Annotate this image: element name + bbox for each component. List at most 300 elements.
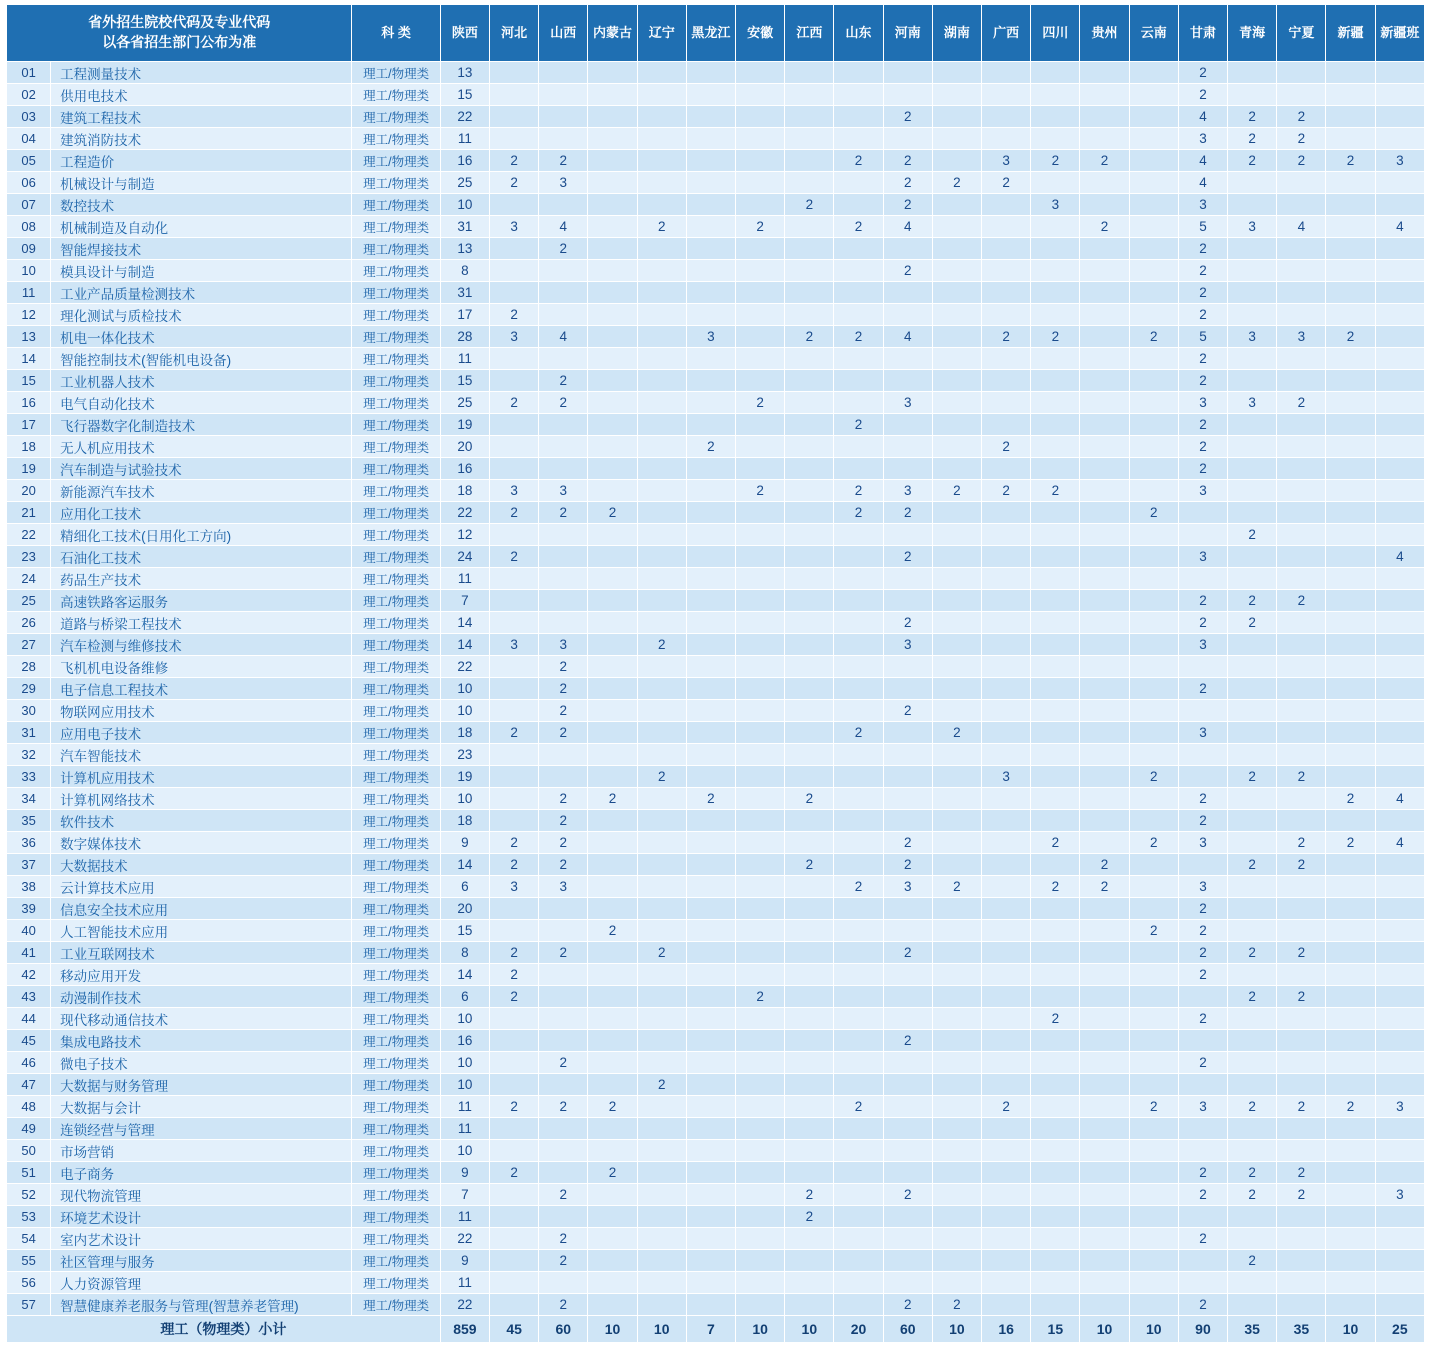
quota-cell: [1031, 62, 1080, 84]
quota-cell: [588, 1184, 637, 1206]
quota-cell: [785, 678, 834, 700]
quota-cell: [1326, 1206, 1375, 1228]
quota-cell: [686, 964, 735, 986]
quota-cell: [1228, 810, 1277, 832]
quota-cell: [785, 502, 834, 524]
quota-cell: [834, 568, 883, 590]
quota-cell: [637, 326, 686, 348]
quota-cell: [1277, 1206, 1326, 1228]
quota-cell: 2: [736, 480, 785, 502]
quota-cell: 23: [440, 744, 489, 766]
quota-cell: [490, 700, 539, 722]
quota-cell: [490, 568, 539, 590]
quota-cell: [736, 238, 785, 260]
quota-cell: [686, 612, 735, 634]
major-code: 29: [7, 678, 51, 700]
province-label: 黑龙江: [691, 24, 731, 40]
quota-cell: [588, 1272, 637, 1294]
table-row: [7, 1030, 1425, 1052]
quota-cell: [1326, 436, 1375, 458]
quota-cell: 3: [883, 876, 932, 898]
major-code: 40: [7, 920, 51, 942]
major-code: 02: [7, 84, 51, 106]
quota-cell: [883, 1074, 932, 1096]
quota-cell: [785, 282, 834, 304]
quota-cell: [539, 1162, 588, 1184]
major-code: 08: [7, 216, 51, 238]
quota-cell: 2: [834, 414, 883, 436]
quota-cell: [1326, 1118, 1375, 1140]
quota-cell: [686, 282, 735, 304]
subject-category: 理工/物理类: [352, 238, 440, 260]
quota-cell: [736, 1294, 785, 1316]
quota-cell: 2: [1178, 84, 1227, 106]
quota-cell: [834, 524, 883, 546]
quota-cell: 2: [1228, 1250, 1277, 1272]
quota-cell: [490, 1250, 539, 1272]
table-row: [7, 568, 1425, 590]
quota-cell: [588, 392, 637, 414]
quota-cell: [1080, 1052, 1129, 1074]
quota-cell: [637, 172, 686, 194]
quota-cell: 2: [490, 942, 539, 964]
subject-category: 理工/物理类: [352, 128, 440, 150]
quota-cell: [1228, 1140, 1277, 1162]
major-name: 计算机应用技术: [51, 766, 352, 788]
quota-cell: [588, 1294, 637, 1316]
quota-cell: [982, 502, 1031, 524]
quota-cell: [539, 568, 588, 590]
quota-cell: [1129, 1184, 1178, 1206]
quota-cell: [932, 546, 981, 568]
quota-cell: [785, 172, 834, 194]
quota-cell: 2: [1031, 1008, 1080, 1030]
quota-cell: 2: [834, 480, 883, 502]
quota-cell: [588, 436, 637, 458]
quota-cell: [785, 84, 834, 106]
quota-cell: 2: [883, 150, 932, 172]
quota-cell: 2: [539, 832, 588, 854]
quota-cell: [588, 634, 637, 656]
quota-cell: 15: [440, 84, 489, 106]
quota-cell: [1277, 1052, 1326, 1074]
subject-category: 理工/物理类: [352, 568, 440, 590]
quota-cell: [932, 744, 981, 766]
quota-cell: [1031, 986, 1080, 1008]
quota-cell: [686, 1052, 735, 1074]
quota-cell: [1129, 986, 1178, 1008]
quota-cell: [883, 744, 932, 766]
quota-cell: 2: [785, 194, 834, 216]
quota-cell: [736, 172, 785, 194]
total-cell: 16: [982, 1316, 1031, 1343]
quota-cell: [834, 370, 883, 392]
quota-cell: [686, 1228, 735, 1250]
quota-cell: [1080, 458, 1129, 480]
quota-cell: 2: [1228, 1096, 1277, 1118]
quota-cell: [539, 1074, 588, 1096]
quota-cell: [932, 788, 981, 810]
quota-cell: 2: [932, 876, 981, 898]
quota-cell: [490, 744, 539, 766]
major-code: 54: [7, 1228, 51, 1250]
quota-cell: 4: [1178, 172, 1227, 194]
quota-cell: [883, 810, 932, 832]
quota-cell: 2: [883, 172, 932, 194]
quota-cell: [982, 414, 1031, 436]
quota-cell: [1129, 1272, 1178, 1294]
column-header-province-15: [1178, 5, 1227, 62]
quota-cell: [982, 260, 1031, 282]
quota-cell: 2: [539, 722, 588, 744]
quota-cell: 3: [686, 326, 735, 348]
major-name: 精细化工技术(日用化工方向): [51, 524, 352, 546]
quota-cell: [982, 1140, 1031, 1162]
quota-cell: [1326, 854, 1375, 876]
quota-cell: [686, 678, 735, 700]
quota-cell: [736, 854, 785, 876]
table-foot: [7, 1316, 1425, 1343]
quota-cell: [834, 1074, 883, 1096]
quota-cell: [1228, 1030, 1277, 1052]
quota-cell: 11: [440, 1096, 489, 1118]
subject-category: 理工/物理类: [352, 502, 440, 524]
enrollment-plan-table: [6, 4, 1425, 1343]
quota-cell: 18: [440, 722, 489, 744]
quota-cell: [637, 1206, 686, 1228]
quota-cell: 2: [490, 1096, 539, 1118]
quota-cell: [736, 612, 785, 634]
quota-cell: [490, 1052, 539, 1074]
quota-cell: 2: [1031, 832, 1080, 854]
quota-cell: [686, 414, 735, 436]
quota-cell: [1228, 480, 1277, 502]
major-code: 57: [7, 1294, 51, 1316]
quota-cell: 2: [1178, 1162, 1227, 1184]
quota-cell: 2: [883, 260, 932, 282]
quota-cell: [490, 1140, 539, 1162]
quota-cell: [588, 326, 637, 348]
quota-cell: [883, 1052, 932, 1074]
quota-cell: [637, 722, 686, 744]
subject-category: 理工/物理类: [352, 986, 440, 1008]
quota-cell: 2: [883, 194, 932, 216]
quota-cell: [1080, 744, 1129, 766]
quota-cell: [1129, 964, 1178, 986]
table-row: [7, 194, 1425, 216]
quota-cell: 2: [539, 370, 588, 392]
quota-cell: [1031, 1250, 1080, 1272]
table-row: [7, 1228, 1425, 1250]
quota-cell: 2: [1080, 150, 1129, 172]
subject-category: 理工/物理类: [352, 260, 440, 282]
quota-cell: [1326, 458, 1375, 480]
quota-cell: [834, 898, 883, 920]
quota-cell: 3: [982, 766, 1031, 788]
quota-cell: [637, 1096, 686, 1118]
quota-cell: [932, 854, 981, 876]
quota-cell: [539, 1030, 588, 1052]
quota-cell: [982, 656, 1031, 678]
subject-category: 理工/物理类: [352, 282, 440, 304]
quota-cell: 2: [490, 150, 539, 172]
quota-cell: [686, 898, 735, 920]
quota-cell: [1129, 84, 1178, 106]
subject-category: 理工/物理类: [352, 150, 440, 172]
quota-cell: [1031, 722, 1080, 744]
quota-cell: 14: [440, 634, 489, 656]
major-name: 汽车智能技术: [51, 744, 352, 766]
subject-category: 理工/物理类: [352, 700, 440, 722]
subject-category: 理工/物理类: [352, 1272, 440, 1294]
quota-cell: [785, 1250, 834, 1272]
quota-cell: [736, 876, 785, 898]
quota-cell: [490, 810, 539, 832]
major-name: 供用电技术: [51, 84, 352, 106]
quota-cell: [1326, 282, 1375, 304]
quota-cell: [785, 150, 834, 172]
quota-cell: [1080, 700, 1129, 722]
quota-cell: [883, 1228, 932, 1250]
major-code: 28: [7, 656, 51, 678]
quota-cell: [785, 766, 834, 788]
quota-cell: [736, 1096, 785, 1118]
major-name: 移动应用开发: [51, 964, 352, 986]
quota-cell: [1375, 986, 1424, 1008]
quota-cell: [1129, 348, 1178, 370]
table-row: [7, 1184, 1425, 1206]
quota-cell: [637, 964, 686, 986]
quota-cell: 22: [440, 502, 489, 524]
quota-cell: [736, 436, 785, 458]
quota-cell: [1228, 964, 1277, 986]
quota-cell: [932, 1162, 981, 1184]
major-code: 36: [7, 832, 51, 854]
quota-cell: [785, 568, 834, 590]
quota-cell: [686, 524, 735, 546]
quota-cell: 2: [686, 788, 735, 810]
quota-cell: 2: [982, 480, 1031, 502]
province-label: 甘肃: [1189, 24, 1216, 40]
quota-cell: 2: [1277, 1184, 1326, 1206]
quota-cell: [588, 1250, 637, 1272]
quota-cell: [1031, 1184, 1080, 1206]
quota-cell: 2: [1129, 920, 1178, 942]
quota-cell: [1031, 216, 1080, 238]
subject-category: 理工/物理类: [352, 766, 440, 788]
quota-cell: [686, 1030, 735, 1052]
quota-cell: 2: [1228, 854, 1277, 876]
quota-cell: [1080, 194, 1129, 216]
quota-cell: [539, 414, 588, 436]
quota-cell: [736, 326, 785, 348]
quota-cell: [1080, 810, 1129, 832]
quota-cell: [1129, 436, 1178, 458]
quota-cell: [1080, 436, 1129, 458]
quota-cell: [1228, 1272, 1277, 1294]
table-row: [7, 1074, 1425, 1096]
quota-cell: [932, 348, 981, 370]
quota-cell: [883, 304, 932, 326]
subject-category: 理工/物理类: [352, 480, 440, 502]
quota-cell: [1129, 414, 1178, 436]
quota-cell: [932, 590, 981, 612]
quota-cell: [1375, 1140, 1424, 1162]
quota-cell: [1129, 700, 1178, 722]
quota-cell: 3: [1277, 326, 1326, 348]
quota-cell: 3: [883, 634, 932, 656]
quota-cell: [1031, 942, 1080, 964]
quota-cell: [637, 788, 686, 810]
quota-cell: [1277, 898, 1326, 920]
table-row: [7, 612, 1425, 634]
quota-cell: [637, 128, 686, 150]
quota-cell: [686, 1162, 735, 1184]
quota-cell: 2: [1277, 1096, 1326, 1118]
quota-cell: [883, 1096, 932, 1118]
table-row: [7, 942, 1425, 964]
major-name: 机电一体化技术: [51, 326, 352, 348]
column-header-province-2: [539, 5, 588, 62]
major-code: 21: [7, 502, 51, 524]
quota-cell: [736, 1118, 785, 1140]
quota-cell: [932, 1272, 981, 1294]
quota-cell: 2: [1178, 590, 1227, 612]
quota-cell: [1080, 282, 1129, 304]
quota-cell: 8: [440, 942, 489, 964]
quota-cell: [637, 810, 686, 832]
column-header-province-10: [932, 5, 981, 62]
major-name: 室内艺术设计: [51, 1228, 352, 1250]
quota-cell: [1228, 304, 1277, 326]
major-name: 环境艺术设计: [51, 1206, 352, 1228]
quota-cell: [736, 634, 785, 656]
quota-cell: [490, 436, 539, 458]
quota-cell: [1277, 480, 1326, 502]
quota-cell: [1326, 722, 1375, 744]
quota-cell: [736, 502, 785, 524]
province-label: 青海: [1239, 24, 1266, 40]
major-name: 现代移动通信技术: [51, 1008, 352, 1030]
quota-cell: [1277, 348, 1326, 370]
quota-cell: [637, 1008, 686, 1030]
column-header-province-6: [736, 5, 785, 62]
quota-cell: [1129, 1206, 1178, 1228]
quota-cell: [1277, 788, 1326, 810]
quota-cell: [490, 260, 539, 282]
table-row: [7, 964, 1425, 986]
quota-cell: [932, 612, 981, 634]
quota-cell: 4: [883, 216, 932, 238]
quota-cell: [1277, 436, 1326, 458]
quota-cell: 2: [1080, 876, 1129, 898]
total-cell: 10: [736, 1316, 785, 1343]
total-cell: 45: [490, 1316, 539, 1343]
quota-cell: [785, 1140, 834, 1162]
quota-cell: [736, 590, 785, 612]
quota-cell: [686, 722, 735, 744]
quota-cell: [1178, 568, 1227, 590]
quota-cell: [785, 744, 834, 766]
quota-cell: 3: [1178, 876, 1227, 898]
quota-cell: 22: [440, 656, 489, 678]
quota-cell: [883, 1008, 932, 1030]
quota-cell: [932, 1052, 981, 1074]
subject-category: 理工/物理类: [352, 326, 440, 348]
major-code: 01: [7, 62, 51, 84]
quota-cell: 16: [440, 458, 489, 480]
province-label: 新疆班: [1380, 24, 1420, 40]
quota-cell: [588, 414, 637, 436]
quota-cell: [982, 942, 1031, 964]
quota-cell: [490, 524, 539, 546]
quota-cell: [1326, 656, 1375, 678]
quota-cell: [1080, 480, 1129, 502]
major-code: 45: [7, 1030, 51, 1052]
quota-cell: 3: [490, 216, 539, 238]
quota-cell: 2: [1031, 326, 1080, 348]
major-code: 20: [7, 480, 51, 502]
quota-cell: [1277, 502, 1326, 524]
quota-cell: [1178, 700, 1227, 722]
column-header-province-9: [883, 5, 932, 62]
quota-cell: [932, 326, 981, 348]
quota-cell: [1277, 656, 1326, 678]
province-label: 湖南: [943, 24, 970, 40]
quota-cell: 2: [588, 502, 637, 524]
quota-cell: 25: [440, 172, 489, 194]
quota-cell: [785, 1294, 834, 1316]
quota-cell: [1277, 1074, 1326, 1096]
quota-cell: 10: [440, 1008, 489, 1030]
column-header-province-16: [1228, 5, 1277, 62]
quota-cell: [637, 854, 686, 876]
quota-cell: [736, 62, 785, 84]
quota-cell: 10: [440, 788, 489, 810]
quota-cell: [1326, 678, 1375, 700]
quota-cell: [1031, 700, 1080, 722]
table-row: [7, 326, 1425, 348]
major-name: 云计算技术应用: [51, 876, 352, 898]
quota-cell: [1031, 964, 1080, 986]
quota-cell: [1277, 1118, 1326, 1140]
quota-cell: 2: [539, 678, 588, 700]
quota-cell: 2: [1178, 678, 1227, 700]
table-row: [7, 898, 1425, 920]
quota-cell: [883, 568, 932, 590]
major-name: 机械设计与制造: [51, 172, 352, 194]
table-row: [7, 348, 1425, 370]
major-code: 27: [7, 634, 51, 656]
quota-cell: [588, 744, 637, 766]
table-row: [7, 216, 1425, 238]
table-row: [7, 238, 1425, 260]
table-head: [7, 5, 1425, 62]
quota-cell: [1228, 260, 1277, 282]
quota-cell: [1031, 414, 1080, 436]
quota-cell: 2: [883, 1184, 932, 1206]
quota-cell: [1031, 1052, 1080, 1074]
total-cell: 25: [1375, 1316, 1424, 1343]
quota-cell: 2: [588, 1162, 637, 1184]
quota-cell: [588, 942, 637, 964]
major-name: 智慧健康养老服务与管理(智慧养老管理): [51, 1294, 352, 1316]
quota-cell: [932, 1008, 981, 1030]
subject-category: 理工/物理类: [352, 546, 440, 568]
quota-cell: [932, 62, 981, 84]
quota-cell: [686, 876, 735, 898]
quota-cell: [539, 304, 588, 326]
